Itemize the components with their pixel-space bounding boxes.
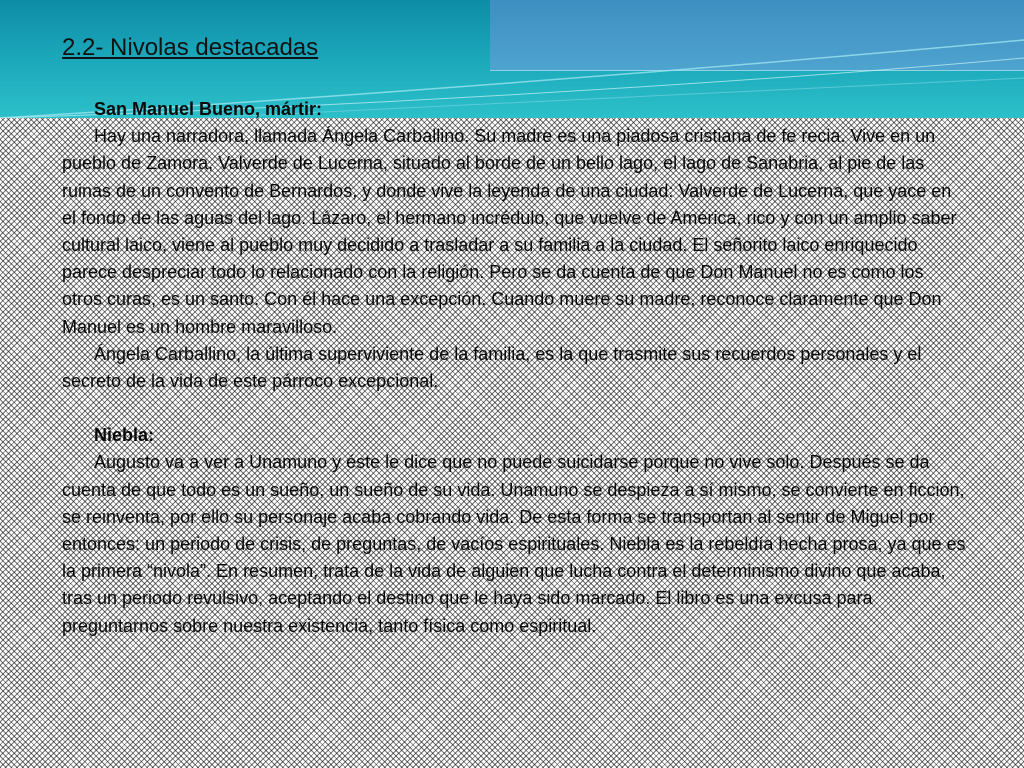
paragraph-niebla-1 (62, 449, 967, 639)
paragraph-san-manuel-2-text: Ángela Carballino, la última superviviente de la familia, es la que trasmite sus recuerdos personales y el secreto de la vida de este párroco excepcional. (62, 343, 922, 392)
paragraph-niebla-1-text: Augusto va a ver a Unamuno y éste le dice que no puede suicidarse porque no vive solo. Después se da cuenta de que todo es un sueño, un sueño de su vida. Unamuno se despieza a sí mismo, se convierte en ficción, se reinventa, por ello su personaje acaba cobrando vida. De esta forma se transportan al sentir de Miguel por entonces: un periodo de crisis, de preguntas, de vacíos espirituales. Niebla es la rebeldía hecha prosa, ya que es la primera “nivola”. En resumen, trata de la vida de alguien que lucha contra el determinismo divino que acaba, tras un periodo revulsivo, aceptando el destino que le haya sido marcado. El libro es una excusa para preguntarnos sobre nuestra existencia, tanto física como espiritual. (62, 452, 966, 636)
slide-body (62, 96, 967, 640)
section-heading-niebla: Niebla: (94, 425, 155, 446)
section-heading-san-manuel: San Manuel Bueno, mártir: (94, 99, 323, 119)
paragraph-san-manuel-2 (62, 341, 967, 395)
paragraph-san-manuel-1 (62, 123, 967, 341)
section-spacer (62, 395, 967, 422)
paragraph-san-manuel-1-text: Hay una narradora, llamada Ángela Carballino. Su madre es una piadosa cristiana de fe recia. Vive en un pueblo de Zamora, Valverde de Lucerna, situado al borde de un bello lago, el lago de Sanabria, al pie de las ruinas de un convento de Bernardos, y donde vive la leyenda de una ciudad: Valverde de Lucerna, que yace en el fondo de las aguas del lago. Lázaro, el hermano incrédulo, que vuelve de América, rico y con un amplio saber cultural laico, viene al pueblo muy decidido a trasladar a su familia a la ciudad. El señorito laico enriquecido parece despreciar todo lo relacionado con la religión. Pero se da cuenta de que Don Manuel no es como los otros curas, es un santo. Con él hace una excepción. Cuando muere su madre, reconoce claramente que Don Manuel es un hombre maravilloso. (62, 126, 957, 337)
slide-title: 2.2- Nivolas destacadas (62, 34, 319, 61)
